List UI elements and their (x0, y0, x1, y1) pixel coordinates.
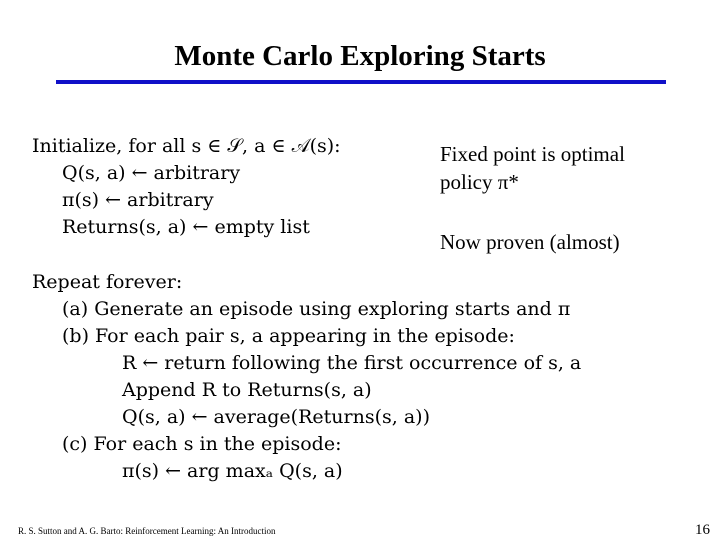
init-q: Q(s, a) ← arbitrary (62, 162, 241, 184)
init-header: Initialize, for all s ∈ 𝒮, a ∈ 𝒜(s): (32, 135, 341, 157)
step-b3: Q(s, a) ← average(Returns(s, a)) (122, 406, 430, 428)
step-b1: R ← return following the first occurrence of s, a (122, 352, 582, 374)
note-fixed-point-line1: Fixed point is optimal (440, 142, 625, 166)
page-number: 16 (695, 522, 710, 538)
note-proven: Now proven (almost) (440, 230, 620, 254)
step-c: (c) For each s in the episode: (62, 433, 342, 455)
footer-citation: R. S. Sutton and A. G. Barto: Reinforcement Learning: An Introduction (18, 526, 276, 536)
init-returns: Returns(s, a) ← empty list (62, 216, 310, 238)
slide-title: Monte Carlo Exploring Starts (174, 40, 546, 72)
step-c1: π(s) ← arg maxₐ Q(s, a) (122, 460, 343, 482)
repeat-header: Repeat forever: (32, 271, 183, 293)
note-fixed-point (440, 140, 625, 196)
step-b2: Append R to Returns(s, a) (122, 379, 372, 401)
step-a: (a) Generate an episode using exploring starts and π (62, 298, 571, 320)
step-b: (b) For each pair s, a appearing in the episode: (62, 325, 515, 347)
note-fixed-point-line2: policy π* (440, 170, 519, 194)
title-underline (56, 80, 666, 84)
init-pi: π(s) ← arbitrary (62, 189, 214, 211)
